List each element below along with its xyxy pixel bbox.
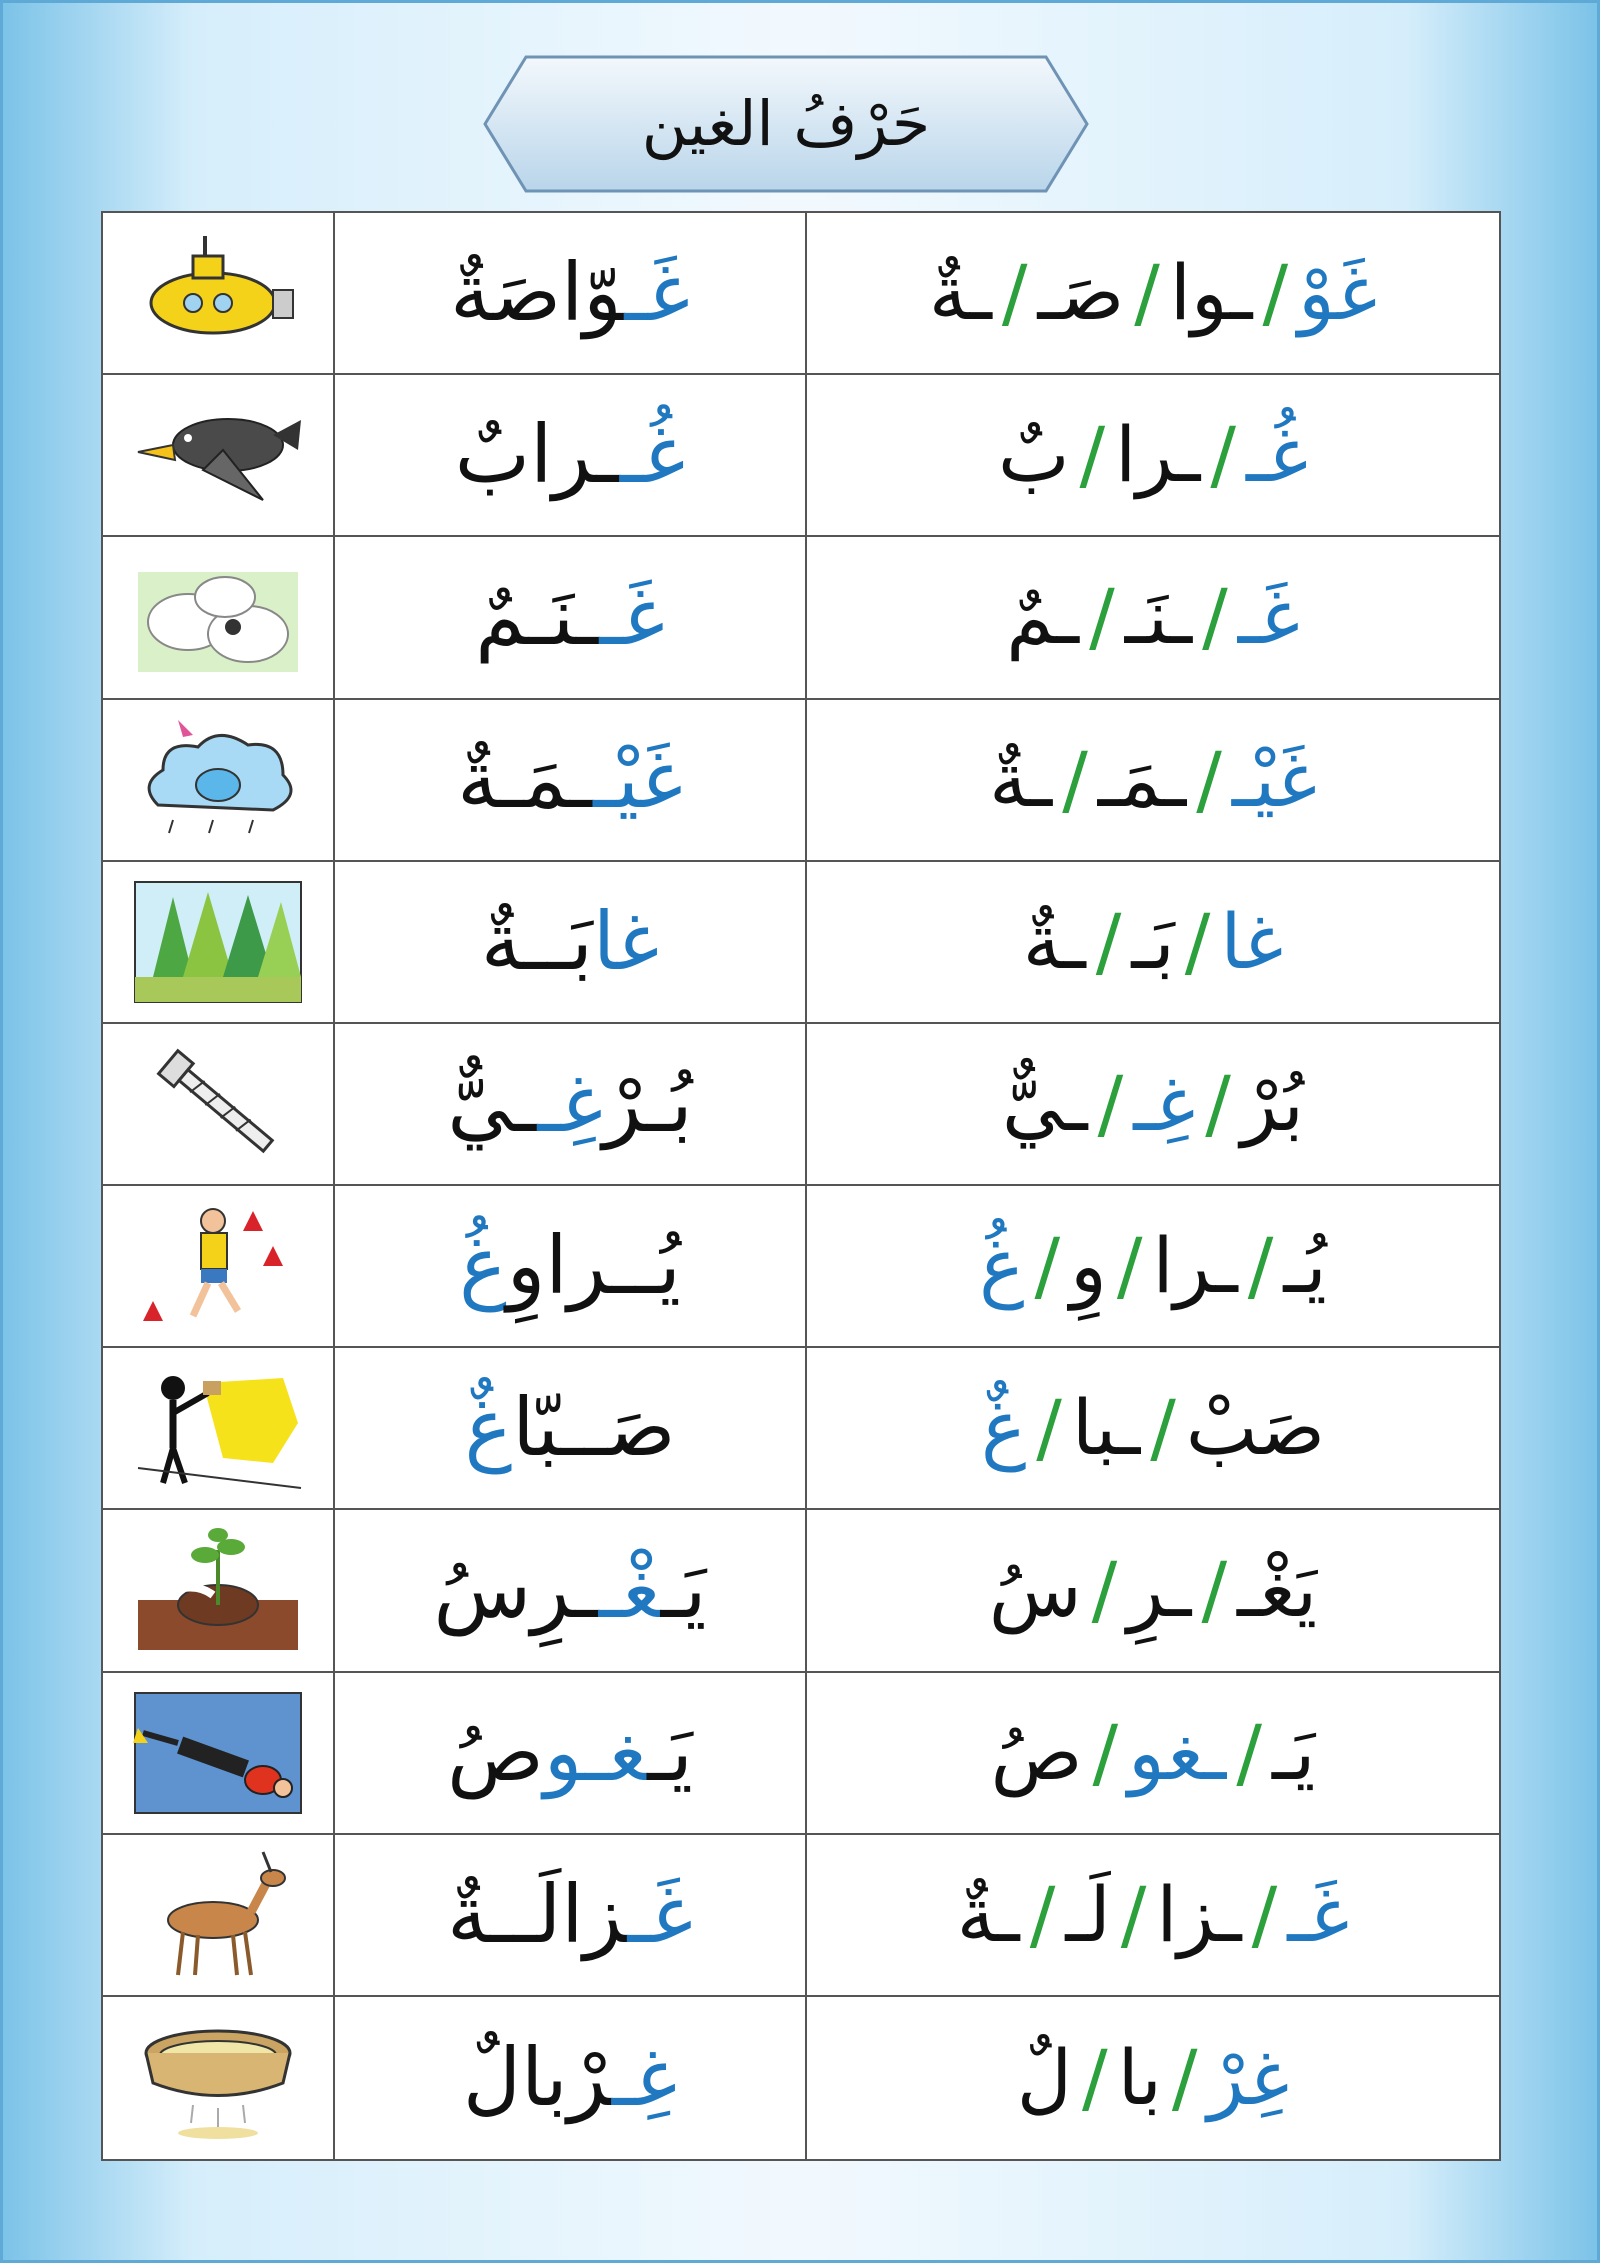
- word-cell: [335, 213, 807, 375]
- word-cell: [335, 1510, 807, 1672]
- syllable-separator: /: [1134, 248, 1160, 338]
- syllables-text: [979, 1221, 1327, 1311]
- syllable: غا: [1220, 896, 1284, 986]
- syllables-cell: [807, 1348, 1499, 1510]
- word-cell: [335, 1835, 807, 1997]
- planting-icon: [133, 1525, 303, 1655]
- syllable: بَـ: [1131, 896, 1175, 986]
- syllable-separator: /: [1001, 248, 1028, 338]
- syllables-cell: [807, 1835, 1499, 1997]
- word-part: زالَــةٌ: [447, 1867, 628, 1961]
- runner-icon: [133, 1201, 303, 1331]
- word-cell: [335, 537, 807, 699]
- syllables-text: [997, 410, 1309, 500]
- painter-icon: [133, 1363, 303, 1493]
- syllables-text: [1022, 896, 1284, 986]
- title-banner: [481, 53, 1091, 195]
- syllable-separator: /: [1092, 1707, 1119, 1797]
- syllable-separator: /: [1091, 1545, 1118, 1635]
- syllables-text: [1016, 2032, 1290, 2122]
- syllable: غٌ: [980, 1383, 1027, 1473]
- word-part: وّاصَةٌ: [450, 246, 625, 340]
- syllable: ـرا: [1115, 410, 1201, 500]
- screw-icon: [133, 1039, 303, 1169]
- syllable-separator: /: [1210, 410, 1237, 500]
- picture-cell: [103, 1997, 335, 2159]
- syllables-text: [990, 1707, 1316, 1797]
- letter-highlight: غا: [592, 894, 660, 988]
- syllable: ـةٌ: [989, 734, 1053, 824]
- syllable-separator: /: [1034, 1221, 1061, 1311]
- syllable-separator: /: [1196, 734, 1222, 824]
- syllable: ـوا: [1169, 248, 1253, 338]
- word-table: [101, 211, 1501, 2161]
- word-cell: [335, 700, 807, 862]
- syllable: بُرْ: [1240, 1058, 1304, 1148]
- syllables-cell: [807, 1997, 1499, 2159]
- syllable-separator: /: [1089, 572, 1115, 662]
- syllable-separator: /: [1095, 896, 1122, 986]
- syllable-separator: /: [1150, 1383, 1176, 1473]
- syllable: صَـ: [1037, 248, 1125, 338]
- letter-highlight: غـو: [543, 1705, 648, 1799]
- syllable-separator: /: [1171, 2032, 1198, 2122]
- word-text: [447, 1867, 693, 1961]
- syllable: غِـ: [1133, 1058, 1196, 1148]
- word-cell: [335, 1673, 807, 1835]
- word-part: ـرابٌ: [454, 408, 620, 502]
- syllables-text: [1006, 572, 1300, 662]
- syllable: وِ: [1070, 1221, 1107, 1311]
- syllable-separator: /: [1062, 734, 1088, 824]
- syllable: ـةٌ: [956, 1869, 1020, 1959]
- syllable: غِرْ: [1207, 2032, 1290, 2122]
- word-part: بَــةٌ: [480, 894, 593, 988]
- sheep-icon: [133, 552, 303, 682]
- picture-cell: [103, 1835, 335, 1997]
- letter-highlight: غَـ: [599, 570, 665, 664]
- syllables-cell: [807, 862, 1499, 1024]
- syllables-text: [928, 248, 1378, 338]
- syllables-cell: [807, 375, 1499, 537]
- letter-highlight: غَـ: [627, 1867, 693, 1961]
- syllable-separator: /: [1120, 1869, 1147, 1959]
- word-cell: [335, 375, 807, 537]
- syllables-text: [980, 1383, 1326, 1473]
- word-part: ـنَـمٌ: [475, 570, 600, 664]
- picture-cell: [103, 1024, 335, 1186]
- syllable: ـرا: [1152, 1221, 1238, 1311]
- word-part: صُ: [447, 1705, 544, 1799]
- syllable: يَـ: [1271, 1707, 1316, 1797]
- syllables-cell: [807, 1510, 1499, 1672]
- syllable: ـبا: [1071, 1383, 1141, 1473]
- syllable-separator: /: [1029, 1869, 1056, 1959]
- picture-cell: [103, 1510, 335, 1672]
- word-part: ـمَـةٌ: [457, 732, 594, 826]
- syllable-separator: /: [1247, 1221, 1274, 1311]
- syllable: ـزا: [1156, 1869, 1242, 1959]
- syllable: يَغْـ: [1237, 1545, 1318, 1635]
- picture-cell: [103, 700, 335, 862]
- word-cell: [335, 1348, 807, 1510]
- syllable: ـغو: [1128, 1707, 1227, 1797]
- syllable-separator: /: [1184, 896, 1211, 986]
- word-text: [480, 894, 660, 988]
- syllable: ـةٌ: [1022, 896, 1086, 986]
- word-cell: [335, 1024, 807, 1186]
- letter-highlight: غِـ: [537, 1056, 603, 1150]
- picture-cell: [103, 375, 335, 537]
- syllables-cell: [807, 700, 1499, 862]
- syllable-separator: /: [1116, 1221, 1143, 1311]
- syllable: غُ: [979, 1221, 1025, 1311]
- syllable-separator: /: [1079, 410, 1106, 500]
- picture-cell: [103, 1348, 335, 1510]
- syllable: ـةٌ: [928, 248, 992, 338]
- letter-highlight: غَـ: [624, 246, 690, 340]
- picture-cell: [103, 862, 335, 1024]
- word-part: يَـ: [647, 1705, 693, 1799]
- syllable: سُ: [988, 1545, 1082, 1635]
- letter-highlight: غٌ: [464, 1381, 513, 1475]
- syllable-separator: /: [1036, 1383, 1062, 1473]
- word-cell: [335, 1997, 807, 2159]
- word-text: [447, 1056, 693, 1150]
- syllable: لَـ: [1065, 1869, 1111, 1959]
- word-text: [464, 1381, 676, 1475]
- sieve-icon: [133, 2013, 303, 2143]
- syllable-separator: /: [1097, 1058, 1124, 1148]
- syllables-cell: [807, 1186, 1499, 1348]
- syllable: ـرِ: [1127, 1545, 1192, 1635]
- syllables-text: [956, 1869, 1350, 1959]
- syllable: لٌ: [1016, 2032, 1072, 2122]
- picture-cell: [103, 537, 335, 699]
- syllable-separator: /: [1201, 1545, 1228, 1635]
- syllable: ـمٌ: [1006, 572, 1080, 662]
- syllable: صُ: [990, 1707, 1083, 1797]
- word-text: [457, 732, 683, 826]
- word-cell: [335, 862, 807, 1024]
- syllables-cell: [807, 1673, 1499, 1835]
- syllable: صَبْ: [1185, 1383, 1326, 1473]
- word-cell: [335, 1186, 807, 1348]
- syllable: غَوْ: [1298, 248, 1378, 338]
- syllables-cell: [807, 213, 1499, 375]
- syllable: ـيٌّ: [1002, 1058, 1088, 1148]
- syllable-separator: /: [1082, 2032, 1108, 2122]
- cloud-icon: [133, 715, 303, 845]
- letter-highlight: غُـ: [619, 408, 686, 502]
- letter-highlight: غِـ: [611, 2030, 678, 2124]
- syllable: ـنَـ: [1124, 572, 1193, 662]
- word-text: [454, 408, 686, 502]
- syllable: غَـ: [1237, 572, 1300, 662]
- picture-cell: [103, 1673, 335, 1835]
- crow-icon: [133, 390, 303, 520]
- syllable-separator: /: [1236, 1707, 1262, 1797]
- letter-highlight: غْـ: [598, 1543, 661, 1637]
- word-text: [450, 246, 690, 340]
- word-text: [462, 2030, 678, 2124]
- gazelle-icon: [133, 1850, 303, 1980]
- word-text: [447, 1705, 693, 1799]
- word-text: [475, 570, 665, 664]
- syllables-cell: [807, 1024, 1499, 1186]
- syllable-separator: /: [1202, 572, 1228, 662]
- picture-cell: [103, 1186, 335, 1348]
- syllable: ـمَـ: [1097, 734, 1187, 824]
- syllables-cell: [807, 537, 1499, 699]
- syllable-separator: /: [1251, 1869, 1278, 1959]
- syllable: يُـ: [1283, 1221, 1327, 1311]
- word-part: ـرِسُ: [433, 1543, 599, 1637]
- word-part: ـيٌّ: [447, 1056, 538, 1150]
- letter-highlight: غَيْـ: [593, 732, 683, 826]
- syllable: با: [1117, 2032, 1162, 2122]
- forest-icon: [133, 877, 303, 1007]
- word-part: بُـرْ: [602, 1056, 693, 1150]
- diver-icon: [133, 1688, 303, 1818]
- syllable: بٌ: [997, 410, 1070, 500]
- syllables-text: [988, 1545, 1318, 1635]
- page-title: حَرْفُ الغين: [641, 87, 931, 160]
- picture-cell: [103, 213, 335, 375]
- letter-highlight: غُ: [459, 1219, 507, 1313]
- word-part: صَــبّا: [512, 1381, 676, 1475]
- word-part: يَـ: [660, 1543, 707, 1637]
- syllable-separator: /: [1205, 1058, 1231, 1148]
- word-text: [433, 1543, 707, 1637]
- submarine-icon: [133, 228, 303, 358]
- syllables-text: [1002, 1058, 1304, 1148]
- syllable: غَـ: [1287, 1869, 1350, 1959]
- syllable: غَيْـ: [1231, 734, 1317, 824]
- syllable-separator: /: [1262, 248, 1289, 338]
- word-part: يُــراوِ: [506, 1219, 681, 1313]
- word-part: رْبالٌ: [462, 2030, 612, 2124]
- syllables-text: [989, 734, 1317, 824]
- syllable: غُـ: [1246, 410, 1309, 500]
- word-text: [459, 1219, 681, 1313]
